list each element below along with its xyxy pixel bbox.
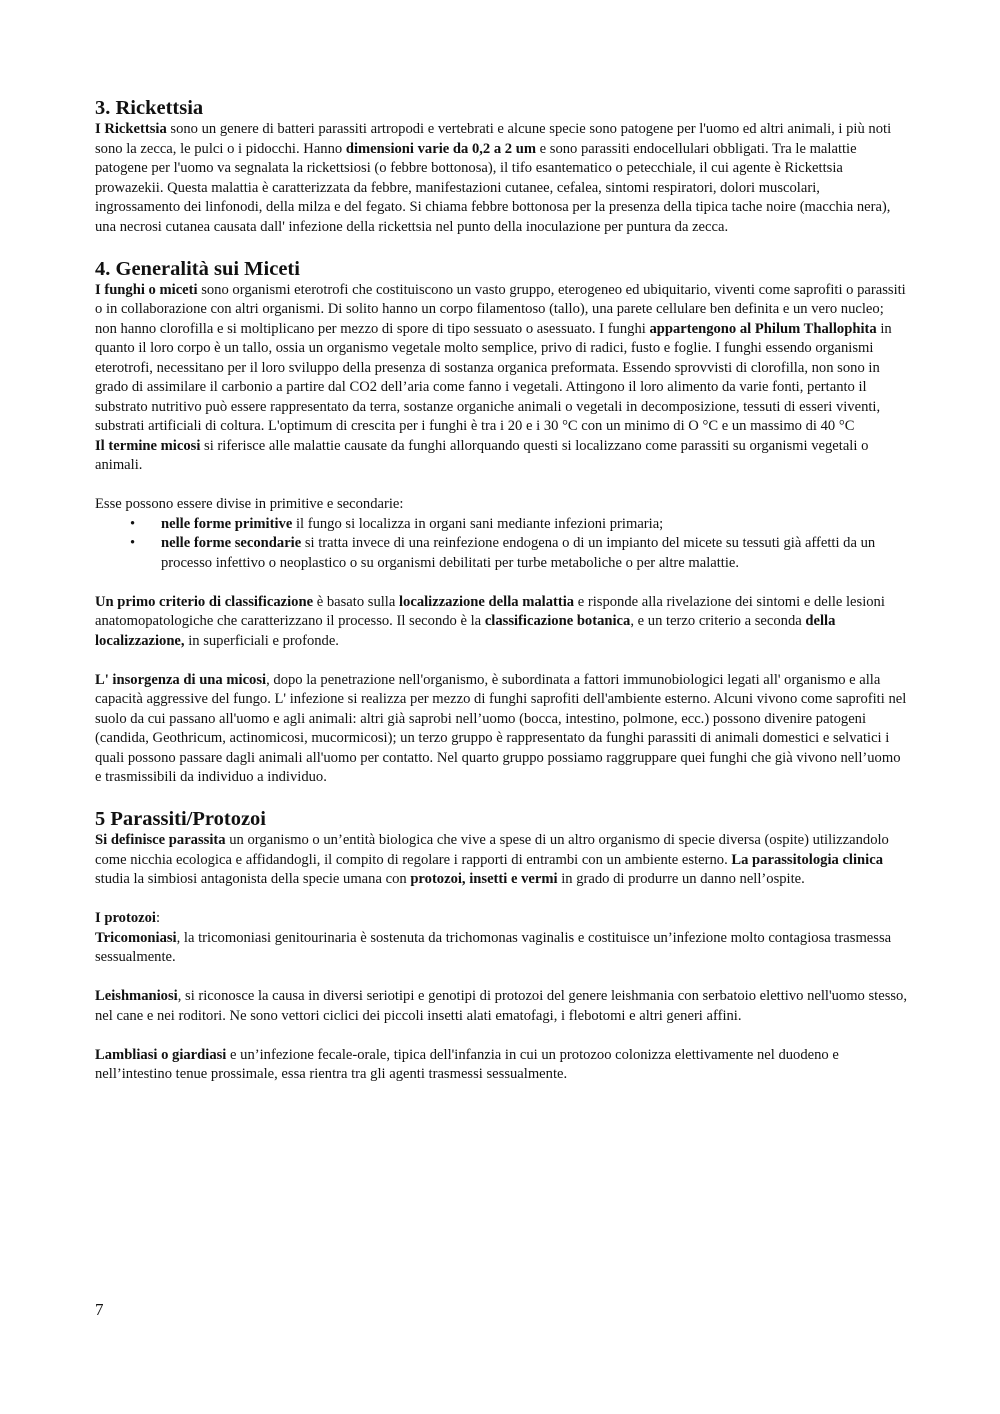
paragraph: I funghi o miceti sono organismi eterotrofi che costituiscono un vasto gruppo, eterogeneo ed ubiquitario, viventi come saprofiti o parassiti o in collaborazione con altri organismi. Di solito hanno un corpo filamentoso (tallo), una parete cellulare ben definita e un vero nucleo; non hanno clorofilla e si moltiplicano per mezzo di spore di tipo sessuato o asessuato. I funghi appartengono al Philum Thallophita in quanto il loro corpo è un tallo, ossia un organismo vegetale molto semplice, privo di radici, fusto e foglie. I funghi essendo organismi eterotrofi, necessitano per il loro sviluppo della presenza di sostanza organica preformata. Essendo sprovvisti di clorofilla, non sono in grado di assimilare il carbonio a partire dal CO2 dell’aria come fanno i vegetali. Attingono il loro alimento da varie fonti, pertanto il substrato nutritivo può essere rappresentato da terra, sostanze organiche animali o vegetali in decomposizione, tessuti di esseri viventi, substrati artificiali di coltura. L'optimum di crescita per i funghi è tra i 20 e i 30 °C con un minimo di O °C e un massimo di 40 °C xyxy=(95,281,906,434)
paragraph: Lambliasi o giardiasi e un’infezione fecale-orale, tipica dell'infanzia in cui un protozoo colonizza elettivamente nel duodeno e nell’intestino tenue prossimale, essa rientra tra gli agenti trasmessi sessualmente. xyxy=(95,1046,839,1082)
section-title-parassiti: 5 Parassiti/Protozoi xyxy=(95,808,266,830)
bold-text: Un primo criterio di classificazione xyxy=(95,593,314,610)
paragraph: I protozoi: xyxy=(95,910,161,926)
list-item xyxy=(95,534,907,573)
bold-text: La parassitologia clinica xyxy=(731,851,883,868)
bold-text: localizzazione della malattia xyxy=(398,593,575,610)
bold-text: appartengono al Philum Thallophita xyxy=(649,320,877,337)
paragraph: I Rickettsia sono un genere di batteri parassiti artropodi e vertebrati e alcune specie sono patogene per l'uomo ed altri animali, i più noti sono la zecca, le pulci o i pidocchi. Hanno dimensioni varie da 0,2 a 2 um e sono parassiti endocellulari obbligati. Tra le malattie patogene per l'uomo va segnalata la rickettsiosi (o febbre bottonosa), il tifo esantematico o petecchiale, il cui agente è Rickettsia prowazekii. Questa malattia è caratterizzata da febbre, manifestazioni cutanee, cefalea, sintomi respiratori, dolori muscolari, ingrossamento dei linfonodi, della milza e del fegato. Si chiama febbre bottonosa per la presenza della tipica tache noire (macchia nera), una necrosi cutanea causata dall' infezione della rickettsia nel punto della inoculazione per puntura da zecca. xyxy=(95,121,892,235)
bold-text: I Rickettsia xyxy=(95,121,167,137)
bold-text: I funghi o miceti xyxy=(95,281,198,298)
paragraph: Tricomoniasi, la tricomoniasi genitourinaria è sostenuta da trichomonas vaginalis e costituisce un’infezione molto contagiosa trasmessa sessualmente. xyxy=(95,929,892,965)
paragraph: Si definisce parassita un organismo o un’entità biologica che vive a spese di un altro organismo di specie diversa (ospite) utilizzandolo come nicchia ecologica e affidandogli, il compito di regolare i rapporti di entrambi con un ambiente esterno. La parassitologia clinica studia la simbiosi antagonista della specie umana con protozoi, insetti e vermi in grado di produrre un danno nell’ospite. xyxy=(95,832,889,887)
page-number: 7 xyxy=(95,1300,104,1319)
bold-text: della localizzazione, xyxy=(95,613,836,649)
bold-text: nelle forme secondarie xyxy=(161,535,302,551)
list-item xyxy=(95,515,907,535)
paragraph: Esse possono essere divise in primitive e secondarie: xyxy=(95,496,404,512)
list-item-text: nelle forme secondarie si tratta invece di una reinfezione endogena o di un impianto del micete su tessuti già affetti da un processo infettivo o neoplastico o su organismi debilitati per turbe metaboliche o per altre malattie. xyxy=(161,535,876,571)
bold-text: Leishmaniosi xyxy=(95,988,178,1004)
bullet-icon: • xyxy=(130,515,136,532)
bold-text: nelle forme primitive xyxy=(161,515,293,532)
bullet-list xyxy=(95,515,907,574)
bold-text: dimensioni varie da 0,2 a 2 um xyxy=(345,140,536,157)
bullet-icon: • xyxy=(130,535,136,551)
paragraph: Il termine micosi si riferisce alle malattie causate da funghi allorquando questi si localizzano come parassiti su organismi vegetali o animali. xyxy=(95,437,869,473)
bold-text: L' insorgenza di una micosi xyxy=(95,671,267,688)
bold-text: classificazione botanica xyxy=(484,613,631,629)
bold-text: I protozoi xyxy=(95,910,156,926)
paragraph: L' insorgenza di una micosi, dopo la penetrazione nell'organismo, è subordinata a fattori immunobiologici legati all' organismo e alla capacità aggressive del fungo. L' infezione si realizza per mezzo di funghi saprofiti dell'ambiente esterno. Alcuni vivono come saprofiti nel suolo da cui passano all'uomo e agli animali: altri già saprobi nell’uomo (bocca, intestino, polmone, ecc.) possono divenire patogeni (candida, Geothricum, actinomicosi, mucormicosi); un terzo gruppo è rappresentato da funghi parassiti di animali domestici e selvatici i quali possono passare dagli animali all'uomo per contatto. Nel quarto gruppo possiamo raggruppare quei funghi che già vivono nell’uomo e trasmissibili da individuo a individuo. xyxy=(95,671,907,785)
bold-text: protozoi, insetti e vermi xyxy=(410,871,558,887)
section-title-rickettsia: 3. Rickettsia xyxy=(95,97,204,119)
document-page xyxy=(95,96,907,1085)
bold-text: Lambliasi o giardiasi xyxy=(95,1046,227,1063)
list-item-text: nelle forme primitive il fungo si localizza in organi sani mediante infezioni primaria; xyxy=(161,515,664,532)
bold-text: Il termine micosi xyxy=(95,437,201,454)
paragraph: Un primo criterio di classificazione è basato sulla localizzazione della malattia e risponde alla rivelazione dei sintomi e delle lesioni anatomopatologiche che caratterizzano il processo. Il secondo è la classificazione botanica, e un terzo criterio a seconda della localizzazione, in superficiali e profonde. xyxy=(95,593,885,649)
section-title-miceti: 4. Generalità sui Miceti xyxy=(95,257,300,280)
bold-text: Si definisce parassita xyxy=(95,832,226,848)
paragraph: Leishmaniosi, si riconosce la causa in diversi seriotipi e genotipi di protozoi del genere leishmania con serbatoio elettivo nell'uomo stesso, nel cane e nei roditori. Ne sono vettori ciclici dei piccoli insetti alati ematofagi, i flebotomi e altri generi affini. xyxy=(95,988,908,1024)
bold-text: Tricomoniasi xyxy=(95,929,177,946)
